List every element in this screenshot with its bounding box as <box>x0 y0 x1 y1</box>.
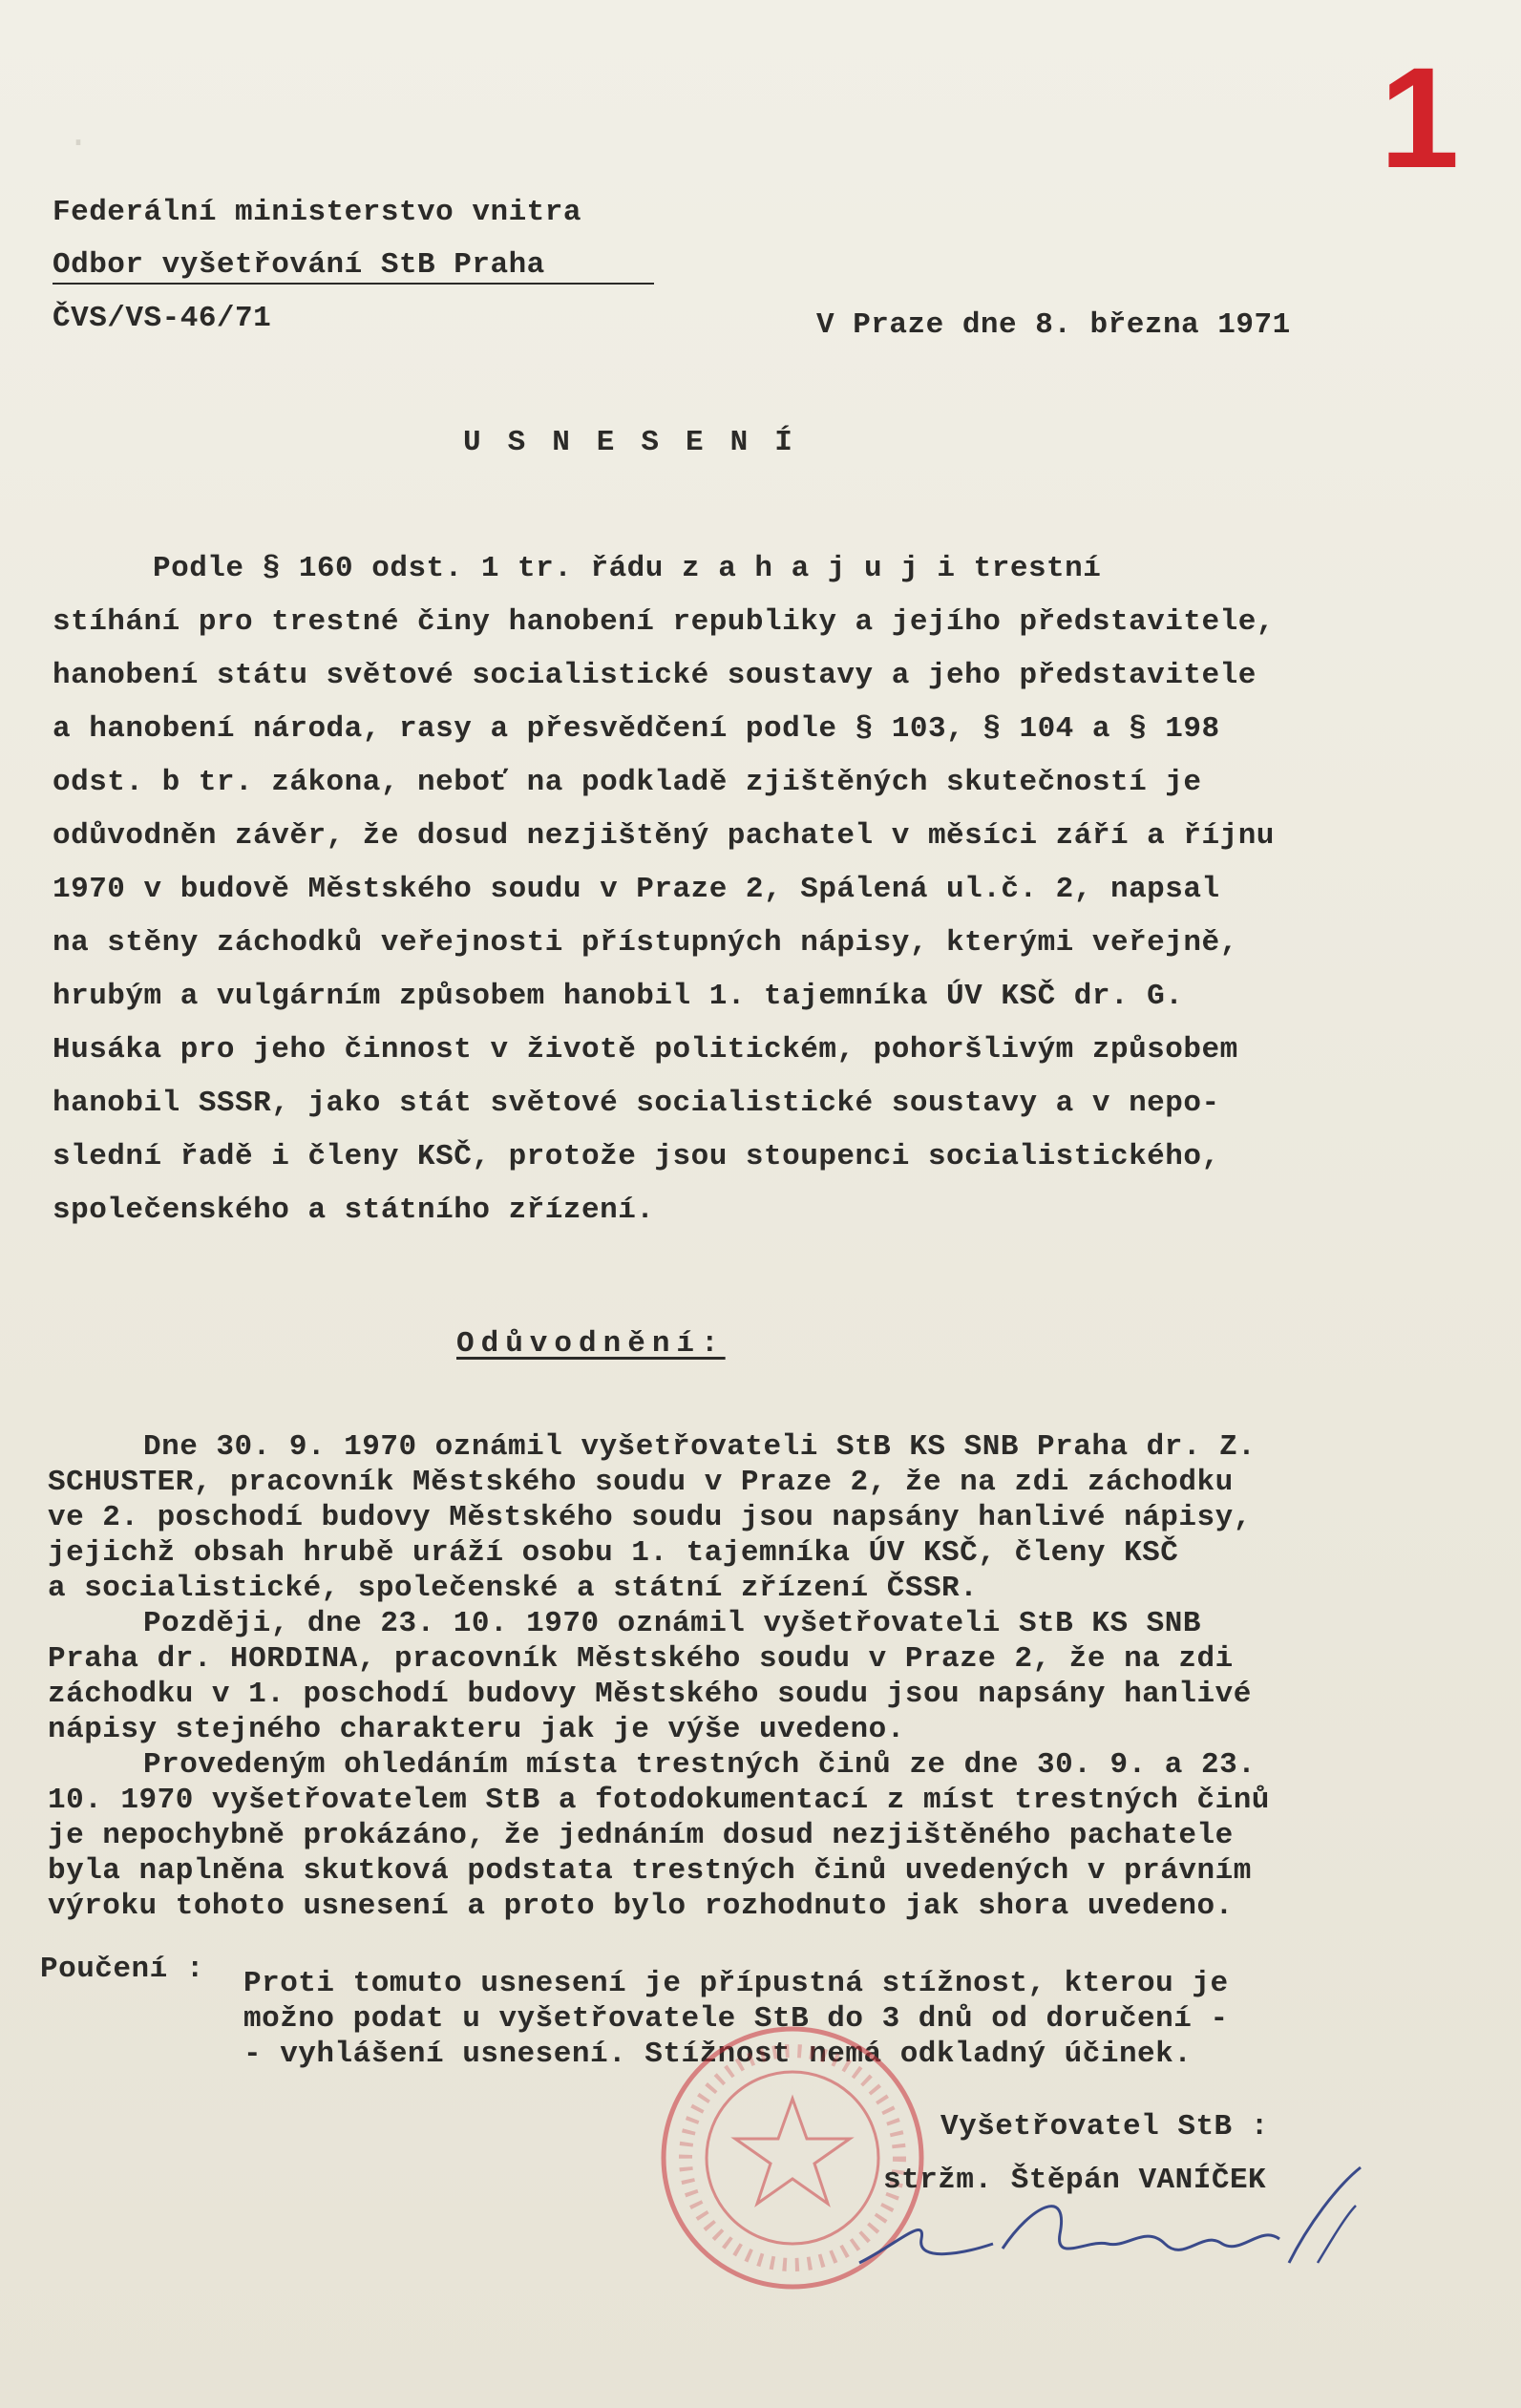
reasoning-line: Praha dr. HORDINA, pracovník Městského soudu v Praze 2, že na zdi <box>48 1642 1234 1676</box>
reasoning-line: výroku tohoto usnesení a proto bylo rozhodnuto jak shora uvedeno. <box>48 1890 1234 1923</box>
reasoning-line: Provedeným ohledáním místa trestných činů ze dne 30. 9. a 23. <box>143 1748 1257 1782</box>
resolution-line: hanobil SSSR, jako stát světové socialistické soustavy a v nepo- <box>53 1087 1220 1120</box>
reasoning-line: ve 2. poschodí budovy Městského soudu jsou napsány hanlivé nápisy, <box>48 1501 1252 1534</box>
instruction-line: Proti tomuto usnesení je přípustná stížnost, kterou je <box>243 1967 1229 2000</box>
department-name: Odbor vyšetřování StB Praha <box>53 248 545 282</box>
reasoning-line: byla naplněna skutková podstata trestných činů uvedených v právním <box>48 1854 1252 1888</box>
document-title: USNESENÍ <box>463 426 819 459</box>
resolution-line: a hanobení národa, rasy a přesvědčení podle § 103, § 104 a § 198 <box>53 712 1220 746</box>
reasoning-line: je nepochybně prokázáno, že jednáním dosud nezjištěného pachatele <box>48 1819 1234 1852</box>
reasoning-line: záchodku v 1. poschodí budovy Městského soudu jsou napsány hanlivé <box>48 1678 1252 1711</box>
resolution-line: odůvodněn závěr, že dosud nezjištěný pachatel v měsíci září a říjnu <box>53 819 1275 853</box>
signatory-name: stržm. Štěpán VANÍČEK <box>883 2164 1267 2197</box>
resolution-line: Husáka pro jeho činnost v životě politickém, pohoršlivým způsobem <box>53 1033 1238 1067</box>
reasoning-line: SCHUSTER, pracovník Městského soudu v Praze 2, že na zdi záchodku <box>48 1466 1234 1499</box>
resolution-line: slední řadě i členy KSČ, protože jsou stoupenci socialistického, <box>53 1140 1220 1173</box>
instruction-line: možno podat u vyšetřovatele StB do 3 dnů od doručení - <box>243 2002 1229 2036</box>
signature-role: Vyšetřovatel StB : <box>940 2110 1269 2144</box>
reasoning-line: a socialistické, společenské a státní zřízení ČSSR. <box>48 1572 979 1605</box>
reasoning-line: jejichž obsah hrubě uráží osobu 1. tajemníka ÚV KSČ, členy KSČ <box>48 1536 1179 1570</box>
page-number: 1 <box>1380 37 1460 198</box>
resolution-line: stíhání pro trestné činy hanobení republiky a jejího představitele, <box>53 605 1275 639</box>
reasoning-line: Později, dne 23. 10. 1970 oznámil vyšetřovateli StB KS SNB <box>143 1607 1201 1640</box>
resolution-line: na stěny záchodků veřejnosti přístupných nápisy, kterými veřejně, <box>53 926 1238 960</box>
resolution-line: Podle § 160 odst. 1 tr. řádu z a h a j u j i trestní <box>153 552 1102 585</box>
ministry-name: Federální ministerstvo vnitra <box>53 196 581 229</box>
resolution-line: odst. b tr. zákona, neboť na podkladě zjištěných skutečností je <box>53 766 1202 799</box>
handwritten-signature <box>840 2148 1375 2292</box>
resolution-line: hrubým a vulgárním způsobem hanobil 1. tajemníka ÚV KSČ dr. G. <box>53 980 1184 1013</box>
reference-number: ČVS/VS-46/71 <box>53 302 272 335</box>
department-underline <box>53 283 654 285</box>
resolution-line: společenského a státního zřízení. <box>53 1193 655 1227</box>
reasoning-line: 10. 1970 vyšetřovatelem StB a fotodokumentací z míst trestných činů <box>48 1784 1270 1817</box>
place-date: V Praze dne 8. března 1971 <box>816 308 1291 342</box>
instruction-label: Poučení : <box>40 1953 204 1986</box>
reasoning-line: nápisy stejného charakteru jak je výše uvedeno. <box>48 1713 905 1746</box>
reasoning-heading: Odůvodnění: <box>456 1327 726 1361</box>
resolution-line: 1970 v budově Městského soudu v Praze 2, Spálená ul.č. 2, napsal <box>53 873 1220 906</box>
instruction-line: - vyhlášení usnesení. Stížnost nemá odkladný účinek. <box>243 2038 1193 2071</box>
resolution-line: hanobení státu světové socialistické soustavy a jeho představitele <box>53 659 1257 692</box>
bleed-through-text: · <box>67 122 91 165</box>
reasoning-line: Dne 30. 9. 1970 oznámil vyšetřovateli StB KS SNB Praha dr. Z. <box>143 1430 1257 1464</box>
